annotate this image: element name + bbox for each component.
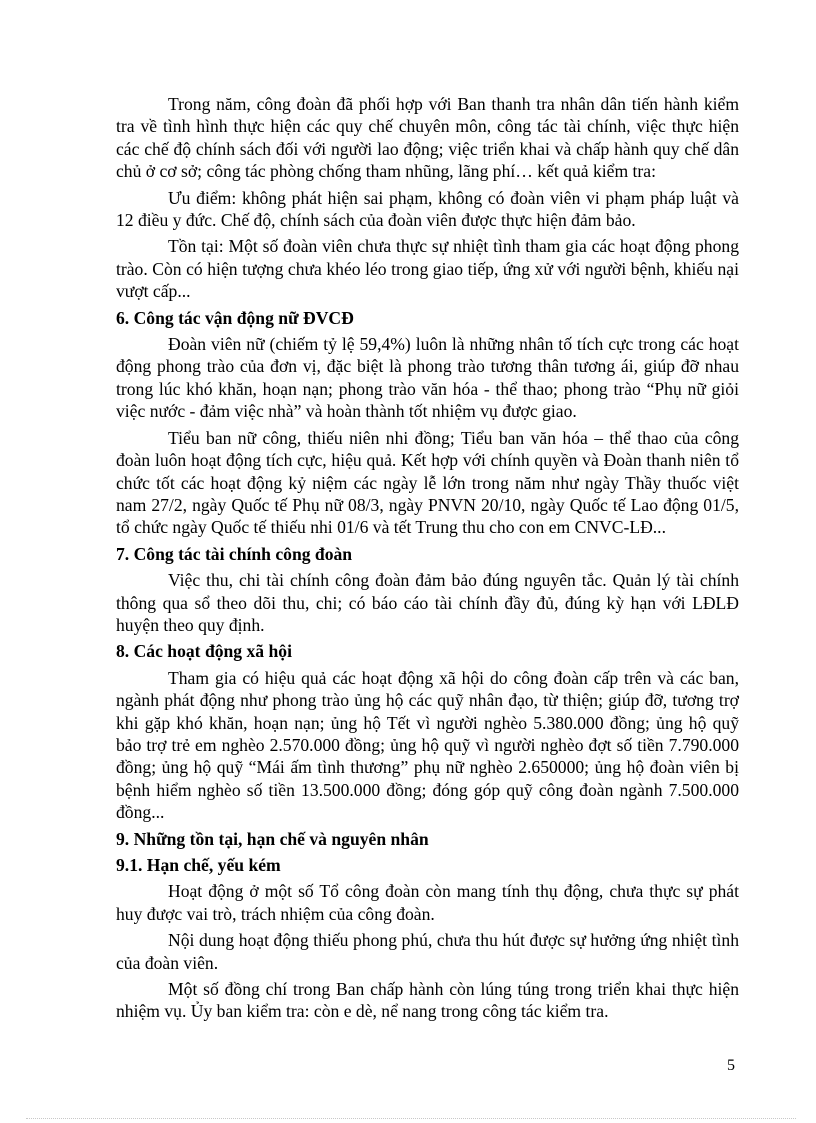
paragraph-subcommittees: Tiểu ban nữ công, thiếu niên nhi đồng; Tiểu ban văn hóa – thể thao của công đoàn luôn hoạt động tích cực, hiệu quả. Kết hợp với chính quyền và Đoàn thanh niên tổ chức tốt các hoạt động kỷ niệm các ngày lễ lớn trong năm như ngày Thầy thuốc việt nam 27/2, ngày Quốc tế Phụ nữ 08/3, ngày PNVN 20/10, ngày Quốc tế Lao động 01/5, tổ chức ngày Quốc tế thiếu nhi 01/6 và tết Trung thu cho con em CNVC-LĐ...: [116, 427, 739, 538]
paragraph-shortcomings: Tồn tại: Một số đoàn viên chưa thực sự nhiệt tình tham gia các hoạt động phong trào. Còn có hiện tượng chưa khéo léo trong giao tiếp, ứng xử với người bệnh, khiếu nại vượt cấp...: [116, 236, 739, 302]
page-number: 5: [727, 1057, 735, 1074]
paragraph-limitation-1: Hoạt động ở một số Tổ công đoàn còn mang tính thụ động, chưa thực sự phát huy được vai trò, trách nhiệm của công đoàn.: [116, 881, 739, 924]
section-heading-9: 9. Những tồn tại, hạn chế và nguyên nhân: [116, 828, 429, 849]
paragraph-female-members: Đoàn viên nữ (chiếm tỷ lệ 59,4%) luôn là những nhân tố tích cực trong các hoạt động phong trào của đơn vị, đặc biệt là phong trào tương thân tương ái, giúp đỡ nhau trong lúc khó khăn, hoạn nạn; phong trào văn hóa - thể thao; phong trào “Phụ nữ giỏi việc nước - đảm việc nhà” và hoàn thành tốt nhiệm vụ được giao.: [116, 334, 739, 422]
document-page: [116, 93, 739, 1027]
section-heading-8: 8. Các hoạt động xã hội: [116, 641, 292, 662]
paragraph-inspection: Trong năm, công đoàn đã phối hợp với Ban thanh tra nhân dân tiến hành kiểm tra về tình hình thực hiện các quy chế chuyên môn, công tác tài chính, việc thực hiện các chế độ chính sách đối với người lao động; việc triển khai và chấp hành quy chế dân chủ ở cơ sở; công tác phòng chống tham nhũng, lãng phí… kết quả kiểm tra:: [116, 94, 739, 182]
paragraph-finance: Việc thu, chi tài chính công đoàn đảm bảo đúng nguyên tắc. Quản lý tài chính thông qua sổ theo dõi thu, chi; có báo cáo tài chính đầy đủ, đúng kỳ hạn với LĐLĐ huyện theo quy định.: [116, 570, 739, 635]
section-heading-7: 7. Công tác tài chính công đoàn: [116, 543, 353, 564]
paragraph-strengths: Ưu điểm: không phát hiện sai phạm, không có đoàn viên vi phạm pháp luật và 12 điều y đức. Chế độ, chính sách của đoàn viên được thực hiện đảm bảo.: [116, 187, 739, 231]
paragraph-limitation-2: Nội dung hoạt động thiếu phong phú, chưa thu hút được sự hưởng ứng nhiệt tình của đoàn viên.: [116, 930, 739, 973]
section-heading-6: 6. Công tác vận động nữ ĐVCĐ: [116, 307, 354, 328]
section-heading-9-1: 9.1. Hạn chế, yếu kém: [116, 855, 281, 875]
paragraph-social-activities: Tham gia có hiệu quả các hoạt động xã hội do công đoàn cấp trên và các ban, ngành phát động như phong trào ủng hộ các quỹ nhân đạo, từ thiện; giúp đỡ, tương trợ khi gặp khó khăn, hoạn nạn; ủng hộ Tết vì người nghèo 5.380.000 đồng; ủng hộ quỹ bảo trợ trẻ em nghèo 2.570.000 đồng; ủng hộ quỹ vì người nghèo đợt số tiền 7.790.000 đồng; ủng hộ quỹ “Mái ấm tình thương” phụ nữ nghèo 2.650000; ủng hộ đoàn viên bị bệnh hiểm nghèo số tiền 13.500.000 đồng; đóng góp quỹ công đoàn ngành 7.500.000 đồng...: [116, 667, 739, 823]
footer-divider: [26, 1118, 796, 1119]
paragraph-limitation-3: Một số đồng chí trong Ban chấp hành còn lúng túng trong triển khai thực hiện nhiệm vụ. Ủy ban kiểm tra: còn e dè, nể nang trong công tác kiểm tra.: [116, 979, 739, 1022]
